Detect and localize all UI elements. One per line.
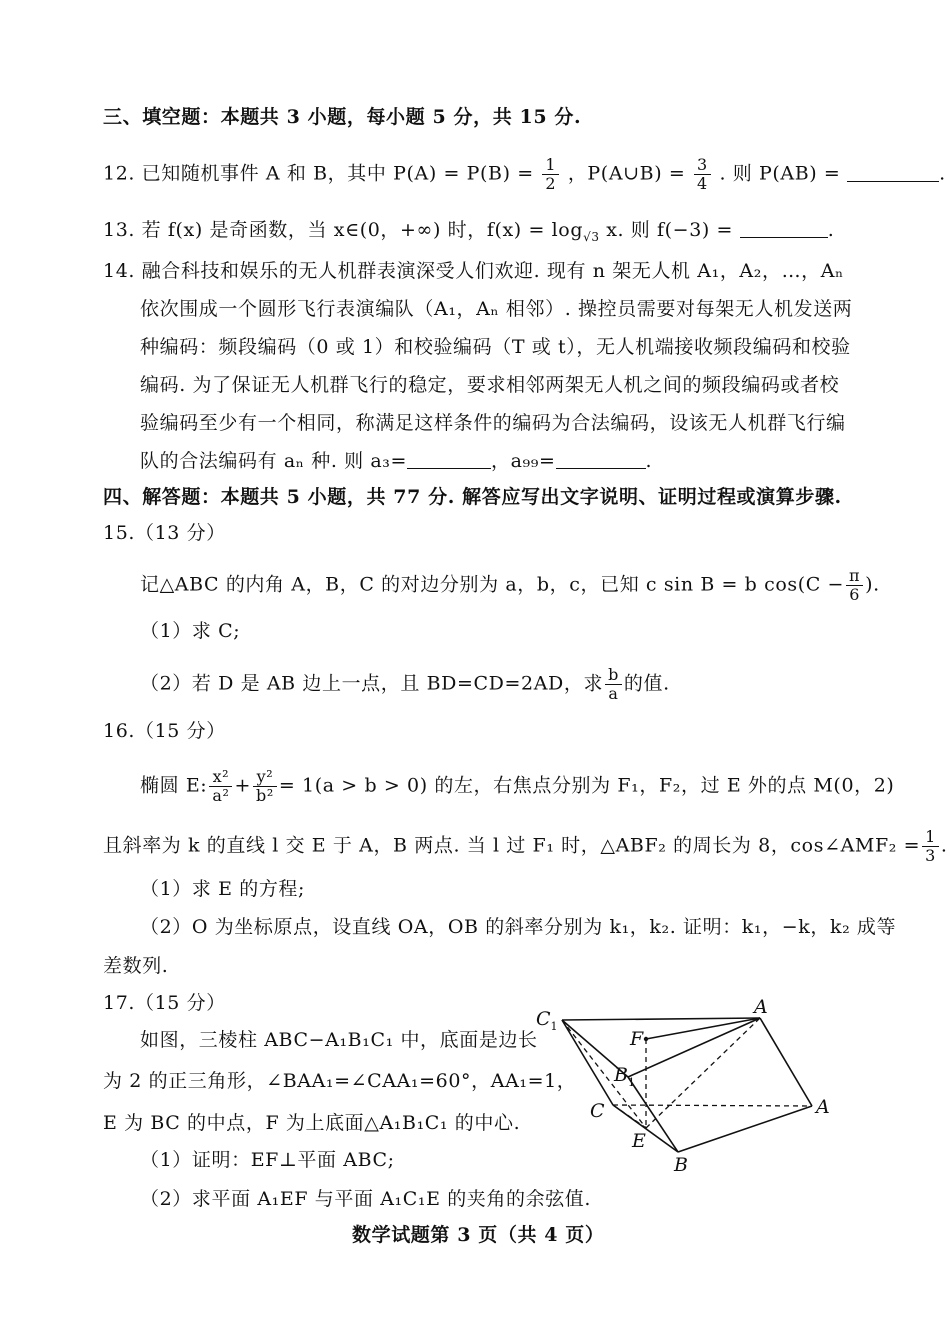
q12-text-a: 12. 已知随机事件 A 和 B，其中 P(A) = P(B) = xyxy=(103,162,534,185)
q16-part-1: （1）求 E 的方程; xyxy=(140,878,306,900)
page-footer: 数学试题第 3 页（共 4 页） xyxy=(352,1224,605,1246)
q14-line-1: 14. 融合科技和娱乐的无人机群表演深受人们欢迎. 现有 n 架无人机 A₁，A₂，…，Aₙ xyxy=(103,260,844,282)
q15-stem: 记△ABC 的内角 A，B，C 的对边分别为 a，b，c，已知 c sin B = b cos(C − $\frac{\pi}{6}$ ). xyxy=(140,566,880,604)
q17-line-1: 如图，三棱柱 ABC−A₁B₁C₁ 中，底面是边长 xyxy=(140,1029,538,1051)
q12-text-b: ，P(A∪B) = xyxy=(567,162,686,185)
q14-a99-blank[interactable] xyxy=(556,450,646,469)
section-heading-solutions: 四、解答题：本题共 5 小题，共 77 分. 解答应写出文字说明、证明过程或演算步骤. xyxy=(103,486,842,508)
segment-f-a1 xyxy=(646,1018,760,1039)
q12-fraction-2: $\frac{3}{4}$ xyxy=(694,156,711,193)
q15-pi-fraction: $\frac{\pi}{6}$ xyxy=(846,567,863,604)
question-13: 13. 若 f(x) 是奇函数，当 x∈(0，+∞) 时，$f(x) = \log_{√3} x$. 则 f(−3) = . xyxy=(103,219,835,244)
q13-answer-blank[interactable] xyxy=(740,219,828,238)
segment-e-a1-hidden xyxy=(646,1018,760,1128)
q14-line-5: 验编码至少有一个相同，称满足这样条件的编码为合法编码，设该无人机群飞行编 xyxy=(140,412,846,434)
prism-figure xyxy=(528,995,848,1175)
point-f xyxy=(644,1037,648,1041)
label-c1: $C_1$ xyxy=(536,1008,558,1033)
q17-header: 17.（15 分） xyxy=(103,992,226,1014)
question-12: 12. 已知随机事件 A 和 B，其中 P(A) = P(B) = $\frac{1}{2}$ ，P(A∪B) = $\frac{3}{4}$ . 则 P(AB) = . xyxy=(103,155,946,193)
section-heading-fill-in: 三、填空题：本题共 3 小题，每小题 5 分，共 15 分. xyxy=(103,106,582,128)
q15-ratio-fraction: $\frac{b}{a}$ xyxy=(605,666,622,703)
q16-y-fraction: $\frac{\text{y²}}{\text{b²}}$ xyxy=(253,768,277,805)
q16-part-2-line-2: 差数列. xyxy=(103,955,169,977)
q12-fraction-1: $\frac{1}{2}$ xyxy=(542,156,559,193)
q15-header: 15.（13 分） xyxy=(103,522,226,544)
q16-stem: 椭圆 E: $\frac{\text{x²}}{\text{a²}}$ + $\frac{\text{y²}}{\text{b²}}$ = 1(a > b > 0) 的左，右焦点分别为 F₁，F₂，过 E 外的点 M(0，2) xyxy=(140,767,895,805)
q14-line-2: 依次围成一个圆形飞行表演编队（A₁，Aₙ 相邻）. 操控员需要对每架无人机发送两 xyxy=(140,298,853,320)
label-a1: A xyxy=(754,996,768,1018)
edge-c1-a1 xyxy=(562,1018,760,1020)
label-a: A xyxy=(816,1096,830,1118)
q16-header: 16.（15 分） xyxy=(103,720,226,742)
q15-part-2: （2）若 D 是 AB 边上一点，且 BD=CD=2AD，求 $\frac{b}{a}$ 的值. xyxy=(140,665,670,703)
label-c: C xyxy=(590,1100,605,1122)
edge-c-a-hidden xyxy=(613,1105,812,1106)
edge-c1-c xyxy=(562,1020,613,1105)
label-b: B xyxy=(674,1154,688,1175)
q12-text-c: . 则 P(AB) = xyxy=(719,162,841,185)
q17-line-3: E 为 BC 的中点，F 为上底面△A₁B₁C₁ 的中心. xyxy=(103,1112,521,1134)
q16-line-2: 且斜率为 k 的直线 l 交 E 于 A，B 两点. 当 l 过 F₁ 时，△ABF₂ 的周长为 8，cos∠AMF₂ = $\frac{1}{3}$ . xyxy=(103,827,948,865)
q16-part-2-line-1: （2）O 为坐标原点，设直线 OA，OB 的斜率分别为 k₁，k₂. 证明：k₁，−k，k₂ 成等 xyxy=(140,916,897,938)
q16-x-fraction: $\frac{\text{x²}}{\text{a²}}$ xyxy=(209,768,232,805)
edge-a1-b1 xyxy=(628,1018,760,1077)
q14-line-3: 种编码：频段编码（0 或 1）和校验编码（T 或 t），无人机端接收频段编码和校验 xyxy=(140,336,851,358)
q17-line-2: 为 2 的正三角形，∠BAA₁=∠CAA₁=60°，AA₁=1， xyxy=(103,1070,577,1092)
q14-a3-blank[interactable] xyxy=(407,450,491,469)
label-f: F xyxy=(630,1028,644,1050)
q14-line-4: 编码. 为了保证无人机群飞行的稳定，要求相邻两架无人机之间的频段编码或者校 xyxy=(140,374,840,396)
q15-part-1: （1）求 C; xyxy=(140,620,241,642)
q13-text-b: x. 则 f(−3) = xyxy=(599,219,734,241)
q13-log-base: √3 xyxy=(583,229,600,244)
label-e: E xyxy=(632,1130,646,1152)
q17-part-2: （2）求平面 A₁EF 与平面 A₁C₁E 的夹角的余弦值. xyxy=(140,1188,592,1210)
q14-line-6: 队的合法编码有 aₙ 种. 则 a₃= ，a₉₉= . xyxy=(140,450,653,472)
edge-a1-a xyxy=(760,1018,812,1106)
q16-cos-fraction: $\frac{1}{3}$ xyxy=(922,828,939,865)
q12-answer-blank[interactable] xyxy=(847,163,939,182)
q13-text: 13. 若 f(x) 是奇函数，当 x∈(0，+∞) 时，f(x) = log xyxy=(103,219,584,241)
edge-b-a xyxy=(678,1106,812,1152)
q17-part-1: （1）证明：EF⊥平面 ABC; xyxy=(140,1149,395,1171)
label-b1: $B_1$ xyxy=(614,1064,635,1089)
